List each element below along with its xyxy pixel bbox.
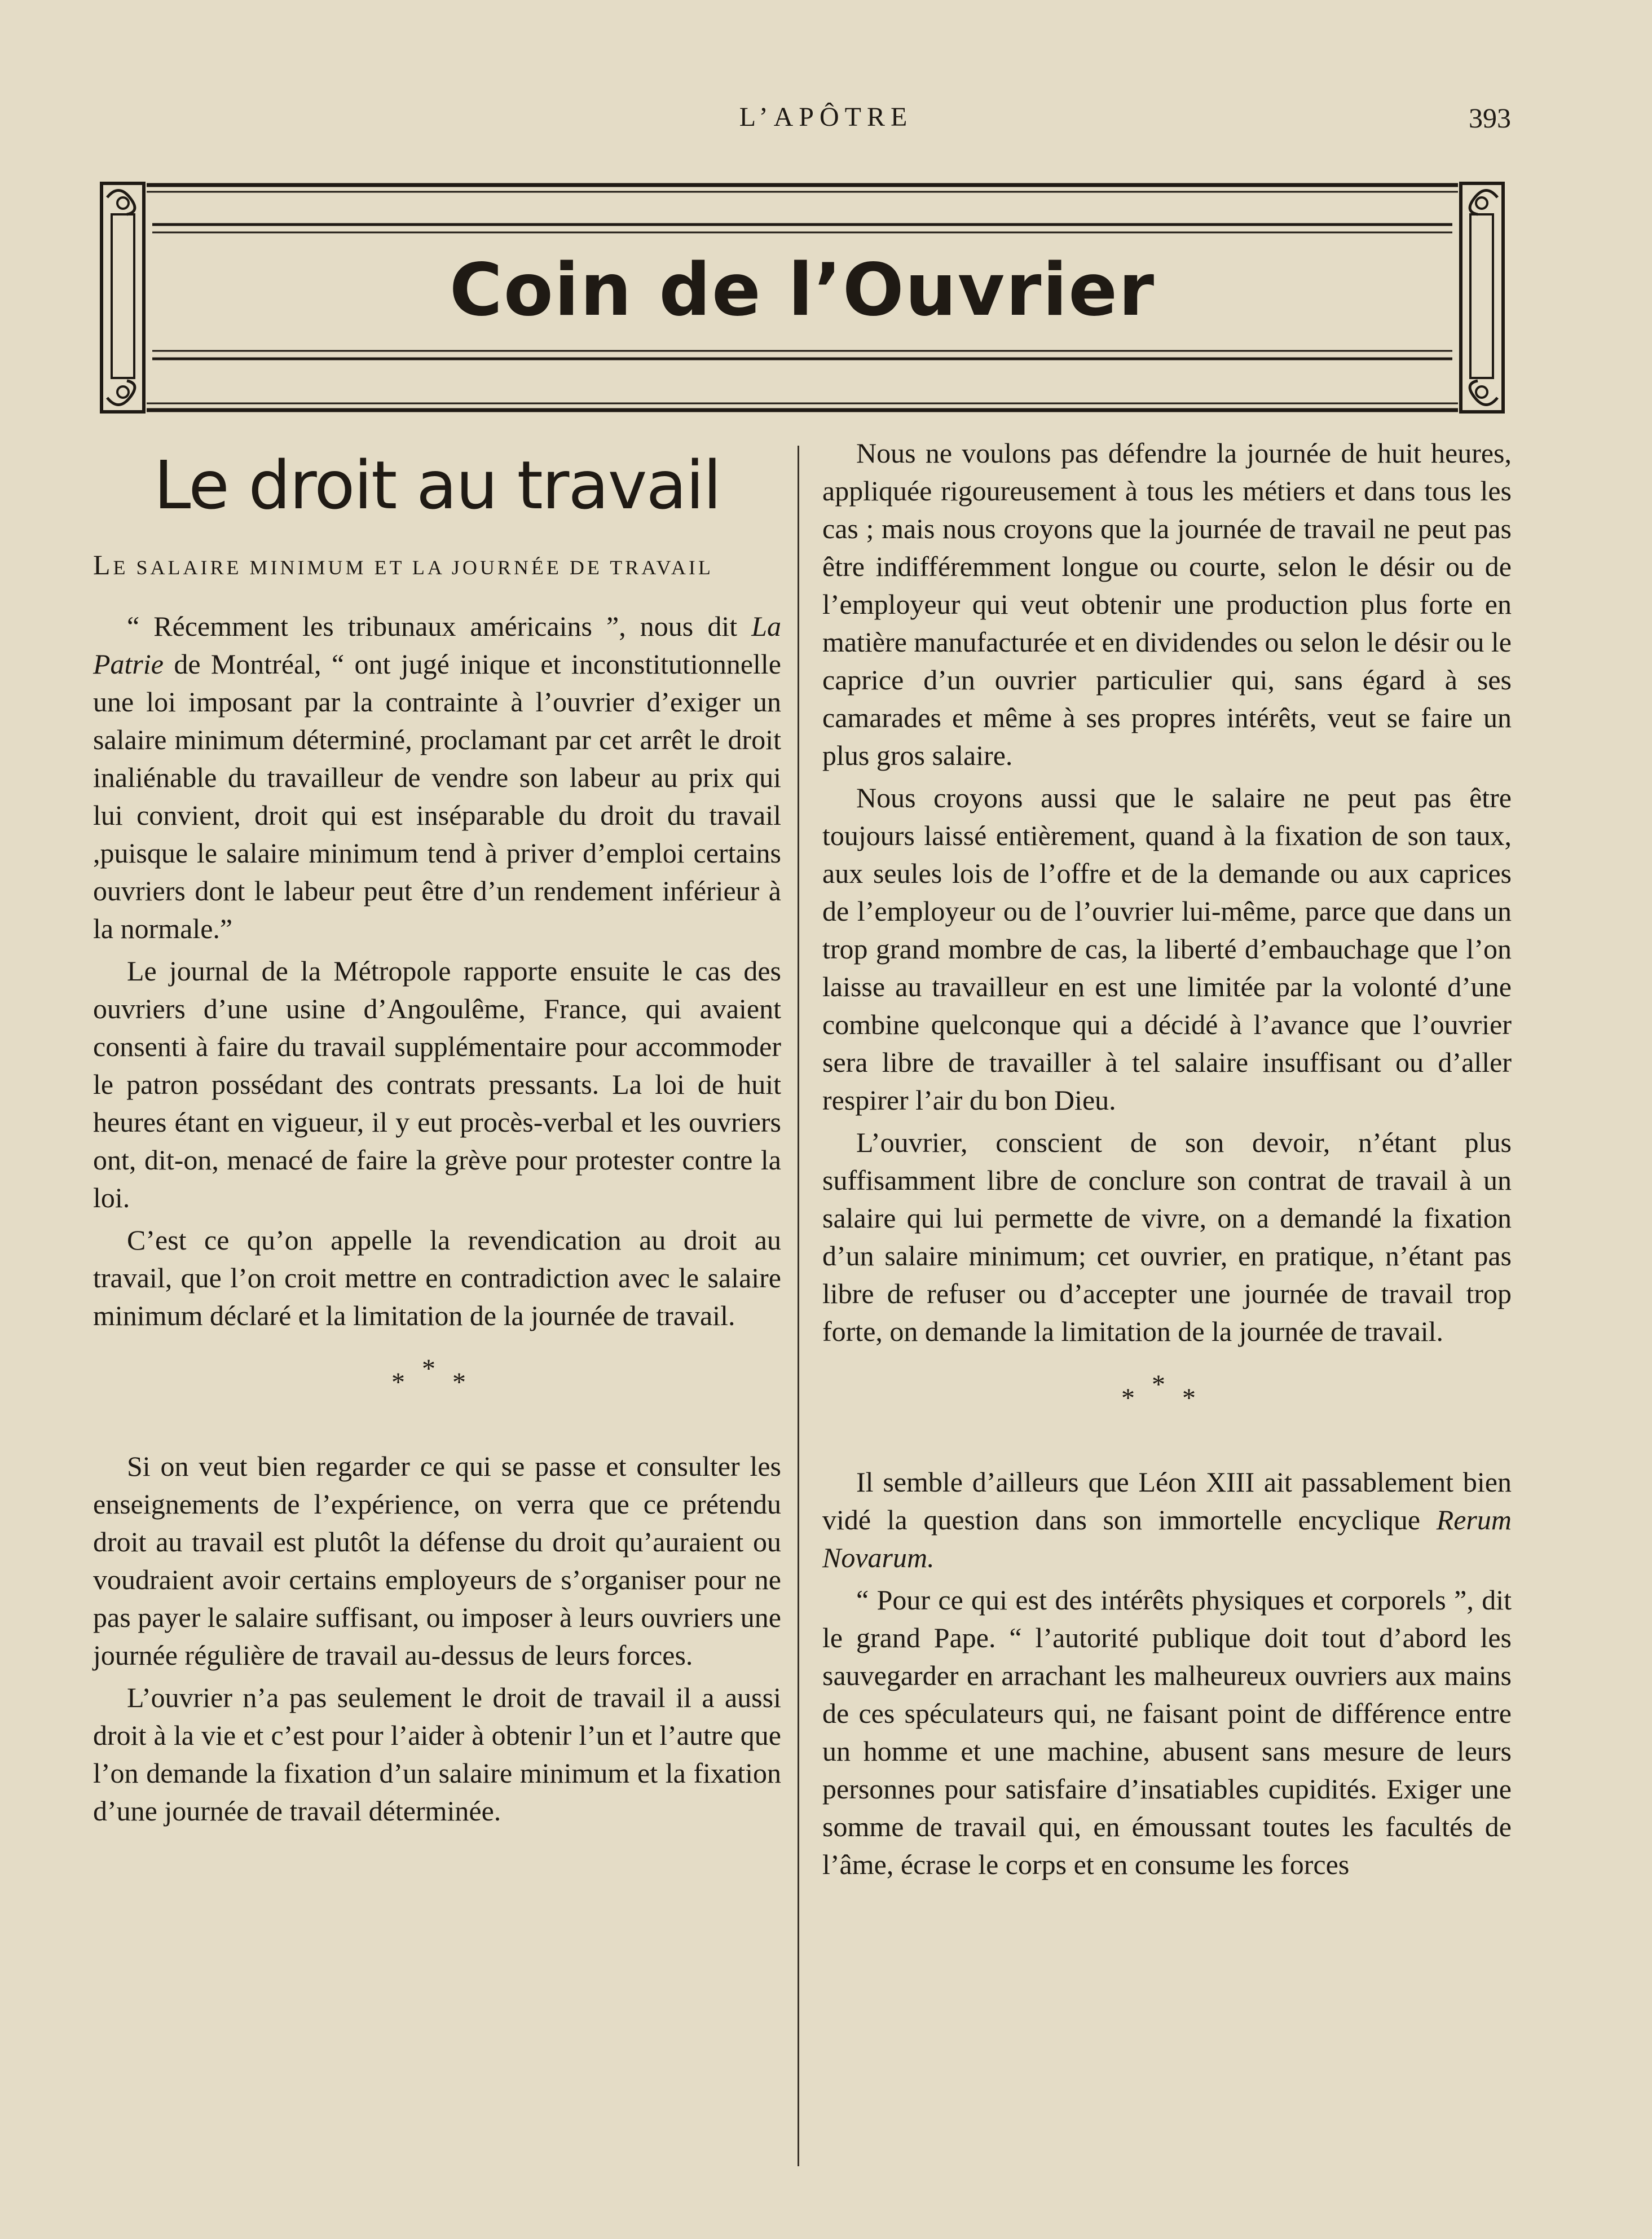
left-column: [93, 434, 781, 2194]
paragraph: “ Pour ce qui est des intérêts physiques et corporels ”, dit le grand Pape. “ l’autorité publique doit tout d’abord les sauvegarder en arrachant les malheureux ouvriers aux mains de ces spéculateurs qui, ne faisant point de différence entre un homme et une machine, abusent sans mesure de leurs personnes pour satisfaire d’insatiables cupidités. Exiger une somme de travail qui, en émoussant toutes les facultés de l’âme, écrase le corps et en consume les forces: [822, 1584, 1512, 1880]
section-title: Coin de l’Ouvrier: [449, 248, 1156, 332]
article-subhead: LE SALAIRE MINIMUM ET LA JOURNÉE DE TRAVAIL: [93, 549, 713, 580]
section-separator: ***: [1121, 1370, 1213, 1413]
article-title: Le droit au travail: [153, 446, 721, 524]
section-banner: [96, 181, 1509, 415]
publication-name: La Patrie: [93, 610, 781, 680]
section-separator: ***: [391, 1354, 483, 1397]
right-column: [822, 434, 1512, 2194]
column-divider: [798, 446, 799, 2166]
paragraph: Nous ne voulons pas défendre la journée de huit heures, appliquée rigoureusement à tous les métiers et dans tous les cas ; mais nous croyons que la journée de travail ne peut pas être indifféremment longue ou courte, selon le désir ou de l’employeur qui veut obtenir une production plus forte en matière manufacturée et en dividendes ou selon le désir ou le caprice d’un ouvrier particulier qui, sans égard à ses camarades et même à ses propres intérêts, veut se faire un plus gros salaire.: [822, 437, 1512, 771]
paragraph: L’ouvrier n’a pas seulement le droit de travail il a aussi droit à la vie et c’est pour l’aider à obtenir l’un et l’autre que l’on demande la fixation d’un salaire minimum et la fixation d’une journée de travail déterminée.: [93, 1682, 781, 1827]
paragraph: Nous croyons aussi que le salaire ne peut pas être toujours laissé entièrement, quand à la fixation de son taux, aux seules lois de l’offre et de la demande ou aux caprices de l’employeur ou de l’ouvrier lui-même, parce que dans un trop grand mombre de cas, la liberté d’embauchage que l’on laisse au travailleur en est une limitée par la volonté d’une combine quelconque qui a décidé à l’avance que l’ouvrier sera libre de travailler à tel salaire insuffisant ou d’aller respirer l’air du bon Dieu.: [822, 782, 1512, 1116]
encyclical-name: Rerum Novarum.: [822, 1504, 1512, 1573]
paragraph: Le journal de la Métropole rapporte ensuite le cas des ouvriers d’une usine d’Angoulême, France, qui avaient consenti à faire du travail supplémentaire pour accommoder le patron possédant des contrats pressants. La loi de huit heures étant en vigueur, il y eut procès-verbal et les ouvriers ont, dit-on, menacé de faire la grève pour protester contre la loi.: [93, 955, 781, 1213]
paragraph: Il semble d’ailleurs que Léon XIII ait passablement bien vidé la question dans son immortelle encyclique Rerum Novarum.: [822, 1466, 1512, 1573]
page-number: 393: [1469, 102, 1511, 134]
paragraph: Si on veut bien regarder ce qui se passe et consulter les enseignements de l’expérience, on verra que ce prétendu droit au travail est plutôt la défense du droit qu’auraient ou voudraient avoir certains employeurs de s’organiser pour ne pas payer le salaire suffisant, ou imposer à leurs ouvriers une journée régulière de travail au-dessus de leurs forces.: [93, 1450, 781, 1671]
paragraph: C’est ce qu’on appelle la revendication au droit au travail, que l’on croit mettre en contradiction avec le salaire minimum déclaré et la limitation de la journée de travail.: [93, 1224, 781, 1331]
running-head: L’APÔTRE: [739, 102, 913, 132]
paragraph: “ Récemment les tribunaux américains ”, nous dit La Patrie de Montréal, “ ont jugé inique et inconstitutionnelle une loi imposant par la contrainte à l’ouvrier d’exiger un salaire minimum déterminé, proclamant par cet arrêt le droit inaliénable du travailleur de vendre son labeur au prix qui lui convient, droit qui est inséparable du droit du travail ,puisque le salaire minimum tend à priver d’emploi certains ouvriers dont le labeur peut être d’un rendement inférieur à la normale.”: [93, 610, 781, 944]
paragraph: L’ouvrier, conscient de son devoir, n’étant plus suffisamment libre de conclure son contrat de travail à un salaire qui lui permette de vivre, on a demandé la fixation d’un salaire minimum; cet ouvrier, en pratique, n’étant pas libre de refuser ou d’accepter une journée de travail trop forte, on demande la limitation de la journée de travail.: [822, 1127, 1512, 1347]
